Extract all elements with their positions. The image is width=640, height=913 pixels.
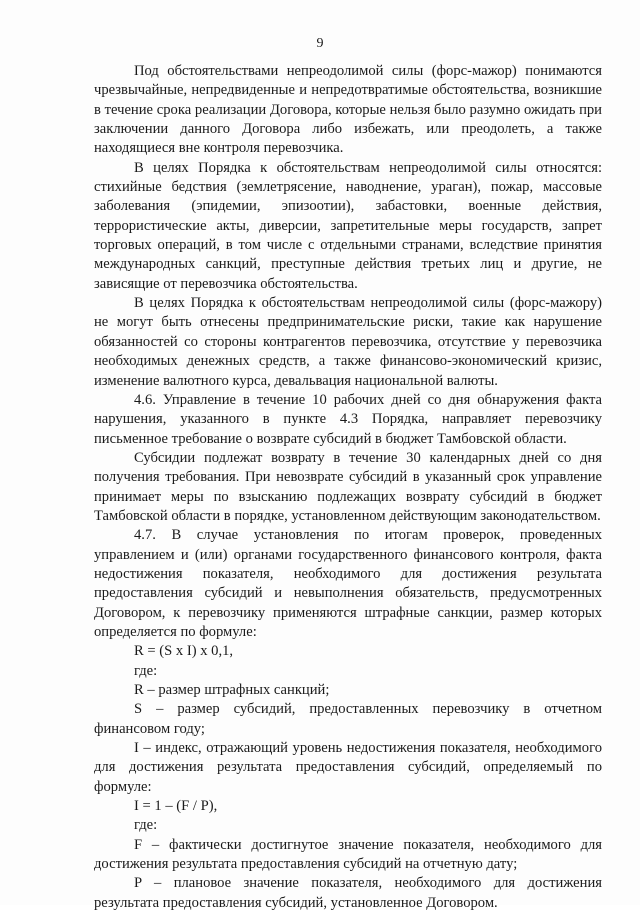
- paragraph-subsidy-return: Субсидии подлежат возврату в течение 30 календарных дней со дня получения требования. При невозврате субсидий в указанный срок управление принимает меры по взысканию подлежащих возврату субсидий в бюджет Тамбовской области в порядке, установленном действующим законодательством.: [94, 449, 602, 524]
- definition-s: S – размер субсидий, предоставленных перевозчику в отчетном финансовом году;: [94, 701, 602, 737]
- definition-i: I – индекс, отражающий уровень недостижения показателя, необходимого для достижения результата предоставления субсидий, определяемый по формуле:: [94, 740, 602, 795]
- paragraph-force-majeure-definition: Под обстоятельствами непреодолимой силы (форс-мажор) понимаются чрезвычайные, непредвиденные и непредотвратимые обстоятельства, возникшие в течение срока реализации Договора, которые нельзя было разумно ожидать при заключении данного Договора либо избежать, или преодолеть, а также находящиеся вне контроля перевозчика.: [94, 63, 602, 157]
- page-number: 9: [316, 36, 324, 51]
- paragraph-4-7: 4.7. В случае установления по итогам проверок, проведенных управлением и (или) органами государственного финансового контроля, факта недостижения показателя, необходимого для достижения результата предоставления субсидий и невыполнения обязательств, предусмотренных Договором, к перевозчику применяются штрафные санкции, размер которых определяется по формуле:: [94, 527, 602, 640]
- formula-i: I = 1 – (F / P),: [134, 798, 218, 815]
- paragraph-force-majeure-exclusions: В целях Порядка к обстоятельствам непреодолимой силы (форс-мажору) не могут быть отнесены предпринимательские риски, такие как нарушение обязанностей со стороны контрагентов перевозчика, отсутствие у перевозчика необходимых денежных средств, а также финансово-экономический кризис, изменение валютного курса, девальвация национальной валюты.: [94, 295, 602, 389]
- definition-r: R – размер штрафных санкций;: [134, 682, 330, 698]
- document-body: [94, 62, 602, 913]
- paragraph-4-6: 4.6. Управление в течение 10 рабочих дней со дня обнаружения факта нарушения, указанного в пункте 4.3 Порядка, направляет перевозчику письменное требование о возврате субсидий в бюджет Тамбовской области.: [94, 391, 602, 447]
- formula-r: R = (S x I) x 0,1,: [134, 643, 234, 660]
- definition-f: F – фактически достигнутое значение показателя, необходимого для достижения результата предоставления субсидий на отчетную дату;: [94, 836, 602, 873]
- where-label-1: где:: [134, 662, 158, 679]
- where-label-2: где:: [134, 817, 158, 834]
- paragraph-force-majeure-list: В целях Порядка к обстоятельствам непреодолимой силы относятся: стихийные бедствия (землетрясение, наводнение, ураган), пожар, массовые заболевания (эпидемии, эпизоотии), забастовки, военные действия, террористические акты, диверсии, запретительные меры государств, запрет торговых операций, в том числе с отдельными странами, вследствие принятия международных санкций, преступные действия третьих лиц и другие, не зависящие от перевозчика обстоятельства.: [94, 159, 602, 292]
- definition-p: P – плановое значение показателя, необходимого для достижения результата предоставления субсидий, установленное Договором.: [94, 875, 602, 911]
